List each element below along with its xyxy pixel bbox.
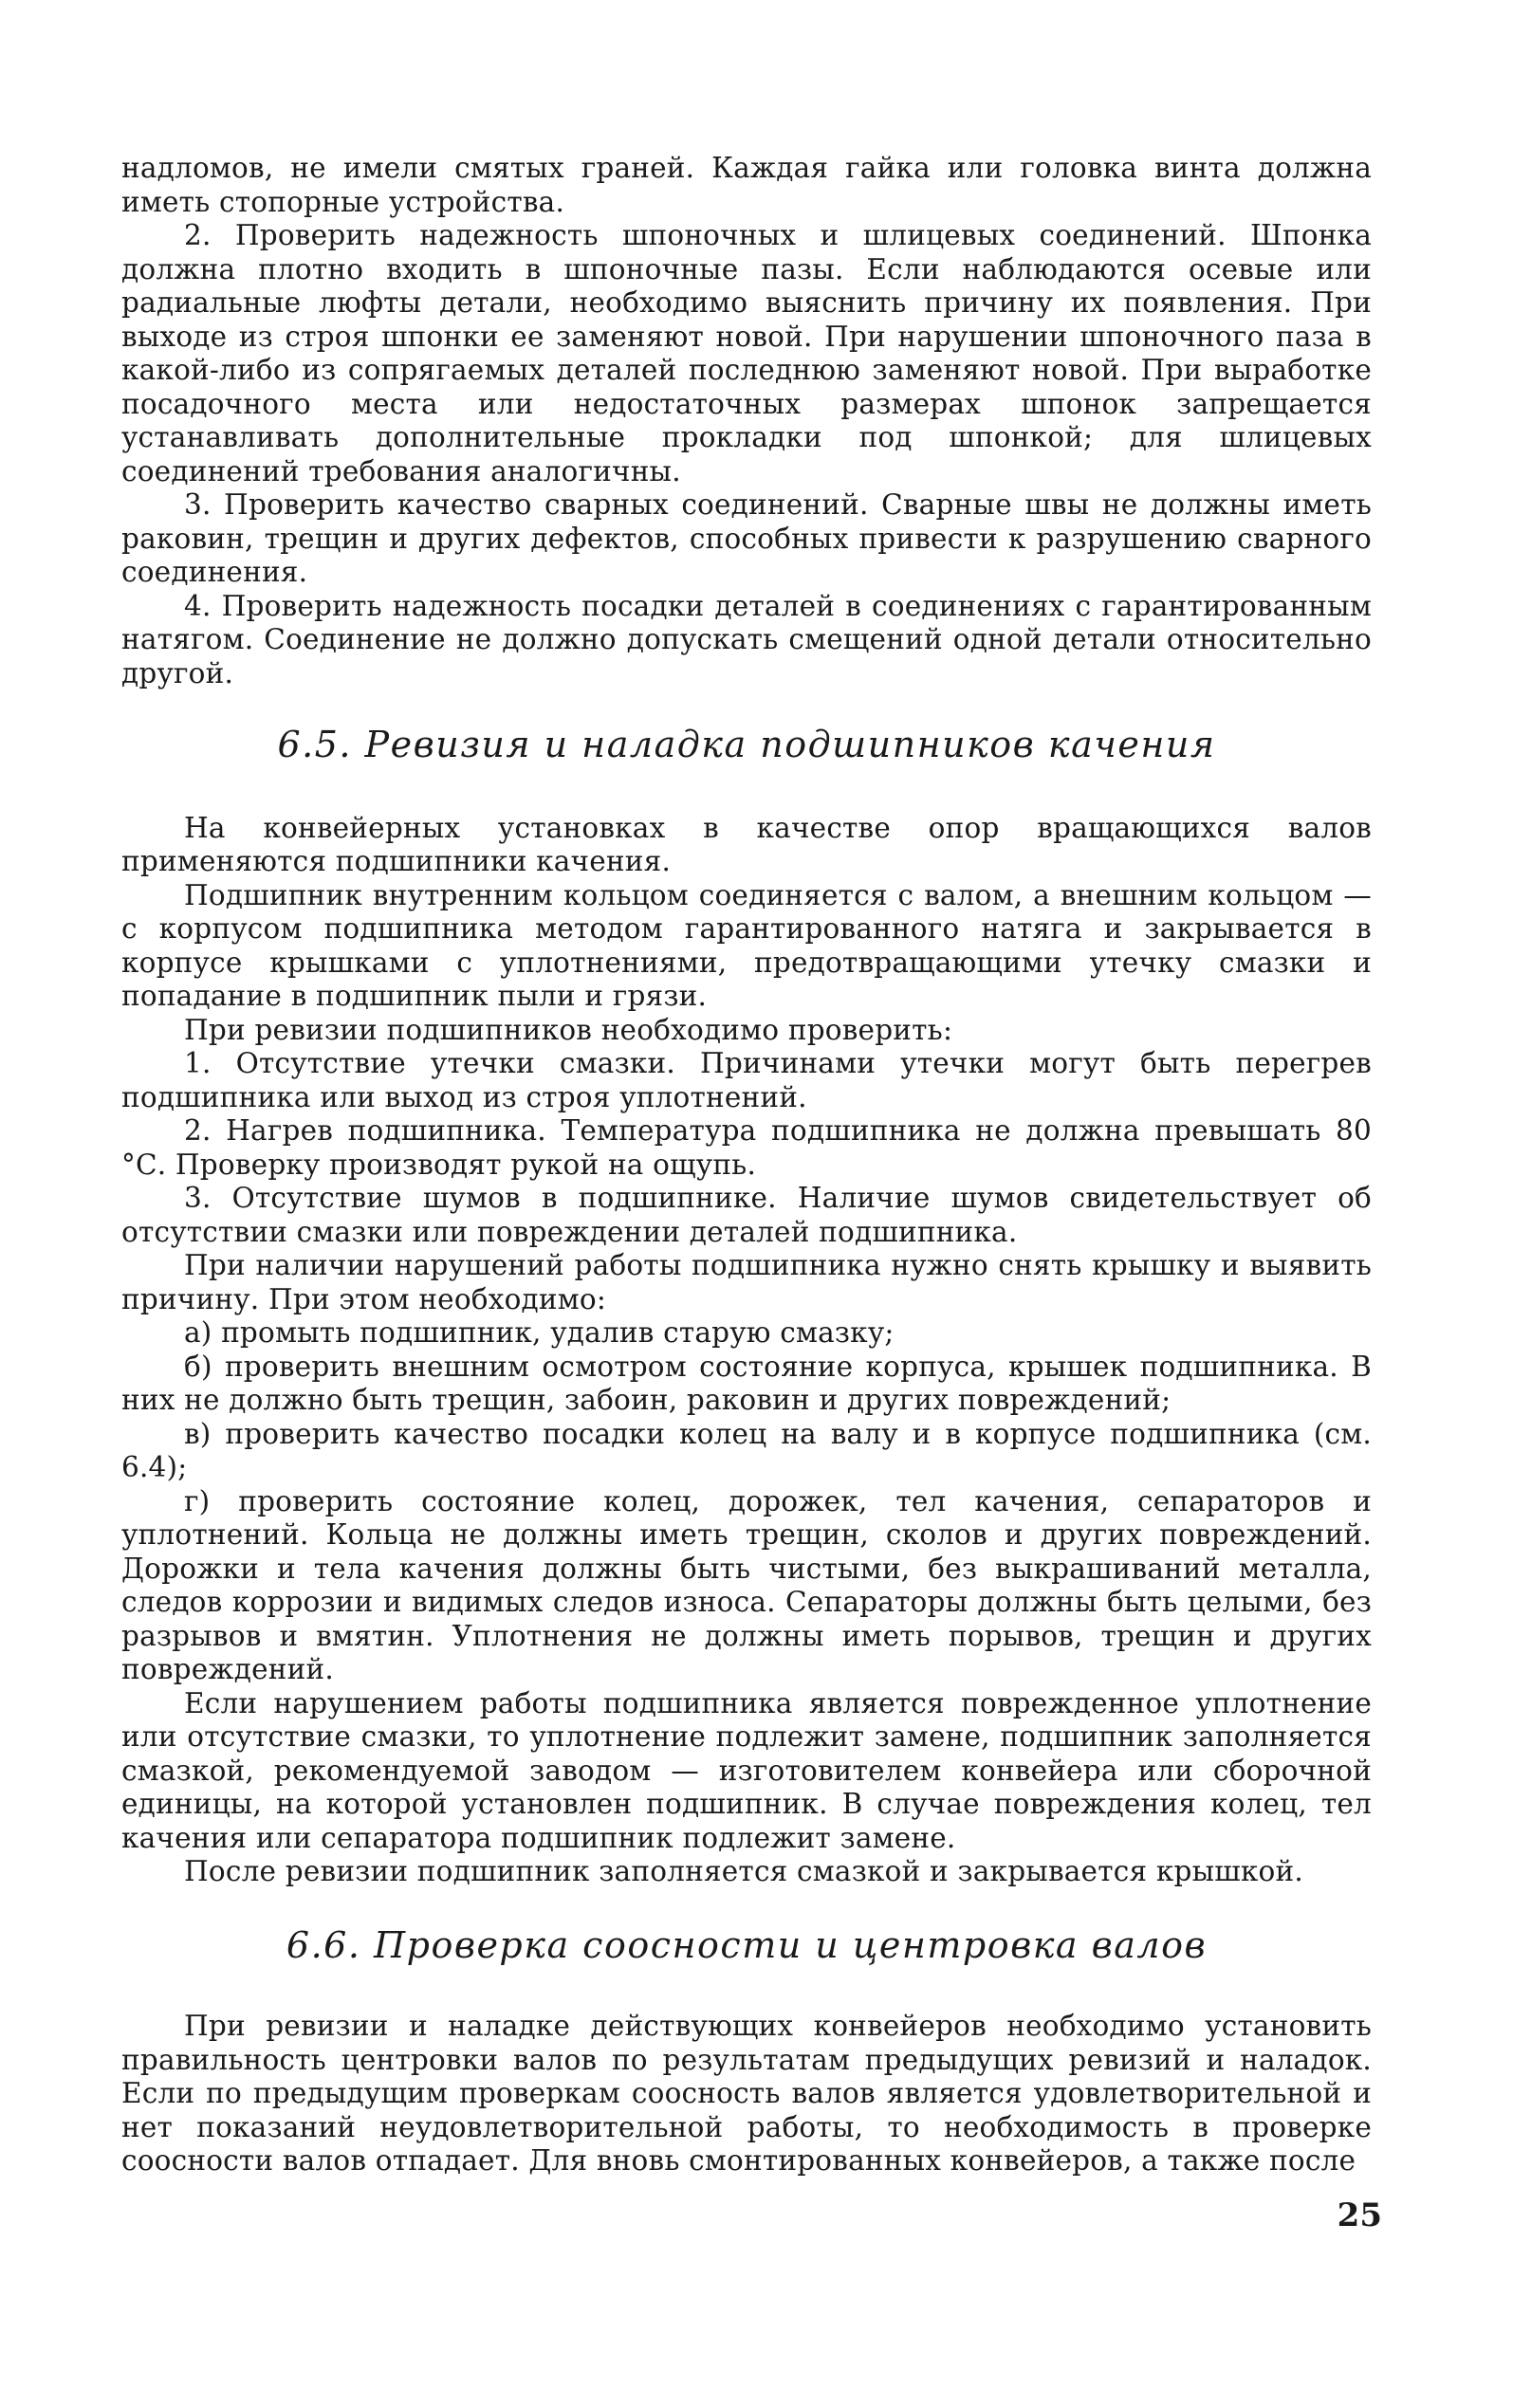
paragraph: 4. Проверить надежность посадки деталей в соединениях с гарантированным натягом. Соединение не должно допускать смещений одной детали относительно другой. — [121, 589, 1372, 689]
list-item: в) проверить качество посадки колец на валу и в корпусе подшипника (см. 6.4); — [121, 1417, 1372, 1483]
paragraph: 3. Проверить качество сварных соединений. Сварные швы не должны иметь раковин, трещин и других дефектов, способных привести к разрушению сварного соединения. — [121, 488, 1372, 588]
paragraph: При ревизии подшипников необходимо проверить: — [184, 1013, 953, 1046]
paragraph: После ревизии подшипник заполняется смазкой и закрывается крышкой. — [184, 1855, 1303, 1887]
paragraph: При наличии нарушений работы подшипника нужно снять крышку и выявить причину. При этом необходимо: — [121, 1249, 1372, 1315]
list-item: а) промыть подшипник, удалив старую смазку; — [184, 1316, 895, 1349]
list-item: б) проверить внешним осмотром состояние корпуса, крышек подшипника. В них не должно быть трещин, забоин, раковин и других повреждений; — [121, 1350, 1372, 1416]
page-body — [121, 152, 1372, 2178]
list-item: 1. Отсутствие утечки смазки. Причинами утечки могут быть перегрев подшипника или выход из строя уплотнений. — [121, 1047, 1372, 1113]
paragraph: Если нарушением работы подшипника является поврежденное уплотнение или отсутствие смазки, то уплотнение подлежит замене, подшипник заполняется смазкой, рекомендуемой заводом — изготовителем конвейера или сборочной единицы, на которой установлен подшипник. В случае повреждения колец, тел качения или сепаратора подшипник подлежит замене. — [121, 1686, 1372, 1854]
paragraph: На конвейерных установках в качестве опор вращающихся валов применяются подшипники качения. — [121, 811, 1372, 877]
section-heading-6-6: 6.6. Проверка соосности и центровка валов — [286, 1923, 1208, 1966]
paragraph: При ревизии и наладке действующих конвейеров необходимо установить правильность центровки валов по результатам предыдущих ревизий и наладок. Если по предыдущим проверкам соосность валов является удовлетворительной и нет показаний неудовлетворительной работы, то необходимость в проверке соосности валов отпадает. Для вновь смонтированных конвейеров, а также после — [121, 2010, 1372, 2177]
list-item: г) проверить состояние колец, дорожек, тел качения, сепараторов и уплотнений. Кольца не должны иметь трещин, сколов и других повреждений. Дорожки и тела качения должны быть чистыми, без выкрашиваний металла, следов коррозии и видимых следов износа. Сепараторы должны быть целыми, без разрывов и вмятин. Уплотнения не должны иметь порывов, трещин и других повреждений. — [121, 1484, 1372, 1685]
paragraph: 2. Проверить надежность шпоночных и шлицевых соединений. Шпонка должна плотно входить в шпоночные пазы. Если наблюдаются осевые или радиальные люфты детали, необходимо выяснить причину их появления. При выходе из строя шпонки ее заменяют новой. При нарушении шпоночного паза в какой-либо из сопрягаемых деталей последнюю заменяют новой. При выработке посадочного места или недостаточных размерах шпонок запрещается устанавливать дополнительные прокладки под шпонкой; для шлицевых соединений требования аналогичны. — [121, 219, 1372, 487]
section-heading-6-5: 6.5. Ревизия и наладка подшипников качения — [277, 724, 1216, 765]
list-item: 3. Отсутствие шумов в подшипнике. Наличие шумов свидетельствует об отсутствии смазки или повреждении деталей подшипника. — [121, 1182, 1372, 1248]
paragraph: надломов, не имели смятых граней. Каждая гайка или головка винта должна иметь стопорные устройства. — [121, 152, 1372, 218]
paragraph: Подшипник внутренним кольцом соединяется с валом, а внешним кольцом — с корпусом подшипника методом гарантированного натяга и закрывается в корпусе крышками с уплотнениями, предотвращающими утечку смазки и попадание в подшипник пыли и грязи. — [121, 878, 1372, 1012]
page-number: 25 — [1337, 2197, 1382, 2234]
list-item: 2. Нагрев подшипника. Температура подшипника не должна превышать 80 °С. Проверку производят рукой на ощупь. — [121, 1114, 1372, 1181]
